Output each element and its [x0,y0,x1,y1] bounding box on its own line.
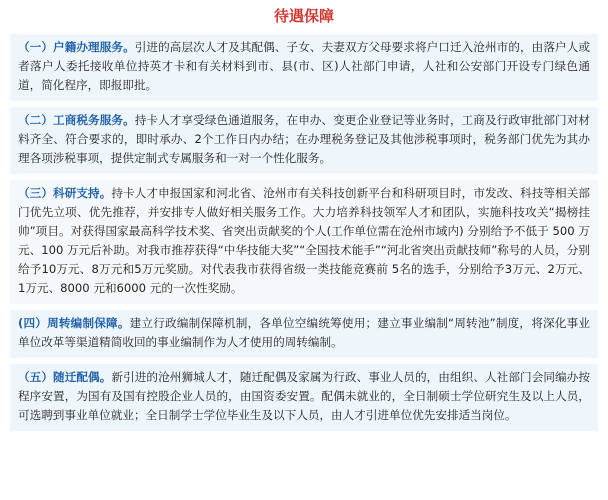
section-body: 新引进的沧州狮城人才，随迁配偶及家属为行政、事业人员的，由组织、人社部门会同编办按程序安置，为国有及国有控股企业人员的，由国资委安置。配偶未就业的，全日制硕士学位研究生及以上人员，可选聘到事业单位就业；全日制学士学位毕业生及以下人员，由人才引进单位优先安排适当岗位。 [18,370,590,422]
page-title: 待遇保障 [273,7,334,25]
section-heading: （二）工商税务服务。 [18,113,135,127]
section-spouse-relocation [10,364,598,431]
section-research-support [10,180,598,304]
section-body: 持卡人才享受绿色通道服务，在申办、变更企业登记等业务时，工商及行政审批部门对材料齐全、符合要求的，即时承办、2个工作日内办结；在办理税务登记及其他涉税事项时，税务部门优先为其办理各项涉税事项，提供定制式专属服务和一对一个性化服务。 [18,113,590,165]
section-heading: （一）户籍办理服务。 [18,40,135,54]
section-household-registration [10,34,598,101]
section-body: 引进的高层次人才及其配偶、子女、夫妻双方父母要求将户口迁入沧州市的，由落户人或者落户人委托接收单位持英才卡和有关材料到市、县(市、区)人社部门申请，人社和公安部门开设专门绿色通道，简化程序，即报即批。 [18,40,590,92]
section-business-tax [10,107,598,174]
section-body: 建立行政编制保障机制，各单位空编统筹使用；建立事业编制“周转池”制度，将深化事业单位改革等渠道精简收回的事业编制作为人才使用的周转编制。 [18,316,590,349]
section-heading: （三）科研支持。 [18,186,112,200]
section-staffing-guarantee [10,310,598,358]
section-body: 持卡人才申报国家和河北省、沧州市有关科技创新平台和科研项目时，市发改、科技等相关部门优先立项、优先推荐，并安排专人做好相关服务工作。大力培养科技领军人才和团队，实施科技攻关“揭榜挂帅”项目。对获得国家最高科学技术奖、省突出贡献奖的个人(工作单位需在沧州市域内) 分别给予不低于 500 万元、100 万元后补助。对我市推荐获得“中华技能大奖”“全国技术能手”“河北省突出贡献技师”称号的人员，分别给予10万元、8万元和5万元奖励。对代表我市获得省级一类技能竞赛前 5名的选手，分别给予3万元、2万元、1万元、8000 元和6000 元的一次性奖励。 [18,186,590,295]
section-heading: (四）周转编制保障。 [18,316,130,330]
section-heading: （五）随迁配偶。 [18,370,112,384]
